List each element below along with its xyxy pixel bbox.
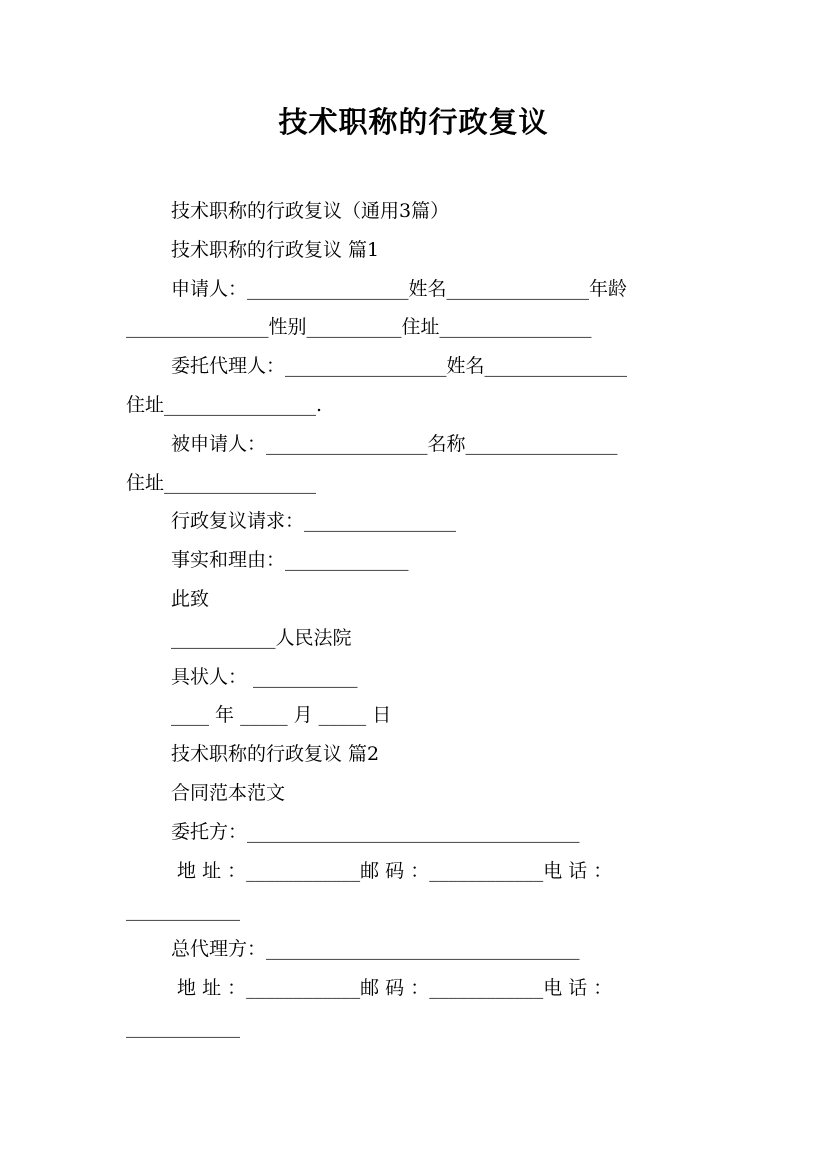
document-title: 技术职称的行政复议 (278, 105, 549, 139)
client-phone-cont: ____________ (126, 899, 240, 921)
request-line: 行政复议请求：________________ (171, 510, 457, 532)
court-line: ___________人民法院 (171, 627, 352, 649)
section-heading-1: 技术职称的行政复议 篇1 (171, 239, 380, 261)
agent-contact-line: 地 址 ：____________邮 码 ：____________电 话 ： (171, 977, 613, 999)
agent-phone-cont: ____________ (126, 1016, 240, 1038)
doc-subtitle: 技术职称的行政复议（通用3篇） (171, 200, 450, 222)
signer-line: 具状人： ___________ (171, 666, 358, 688)
section-heading-2: 技术职称的行政复议 篇2 (171, 743, 380, 765)
contract-sample-line: 合同范本范文 (171, 782, 286, 804)
applicant-line: 申请人：_________________姓名_______________年龄 (171, 278, 628, 300)
date-line: ____ 年 _____ 月 _____ 日 (171, 704, 392, 726)
general-agent-line: 总代理方：_________________________________ (171, 938, 580, 960)
respondent-address-line: 住址________________ (126, 472, 317, 494)
salutation-line: 此致 (171, 588, 210, 610)
agent-address-line: 住址________________. (126, 394, 323, 416)
respondent-line: 被申请人：_________________名称________________ (171, 433, 618, 455)
agent-line: 委托代理人：_________________姓名_______________ (171, 355, 628, 377)
applicant-line-cont: _______________性别__________住址________________ (126, 316, 592, 338)
client-line: 委托方：___________________________________ (171, 821, 580, 843)
facts-line: 事实和理由：_____________ (171, 549, 409, 571)
client-contact-line: 地 址 ：____________邮 码 ：____________电 话 ： (171, 860, 613, 882)
